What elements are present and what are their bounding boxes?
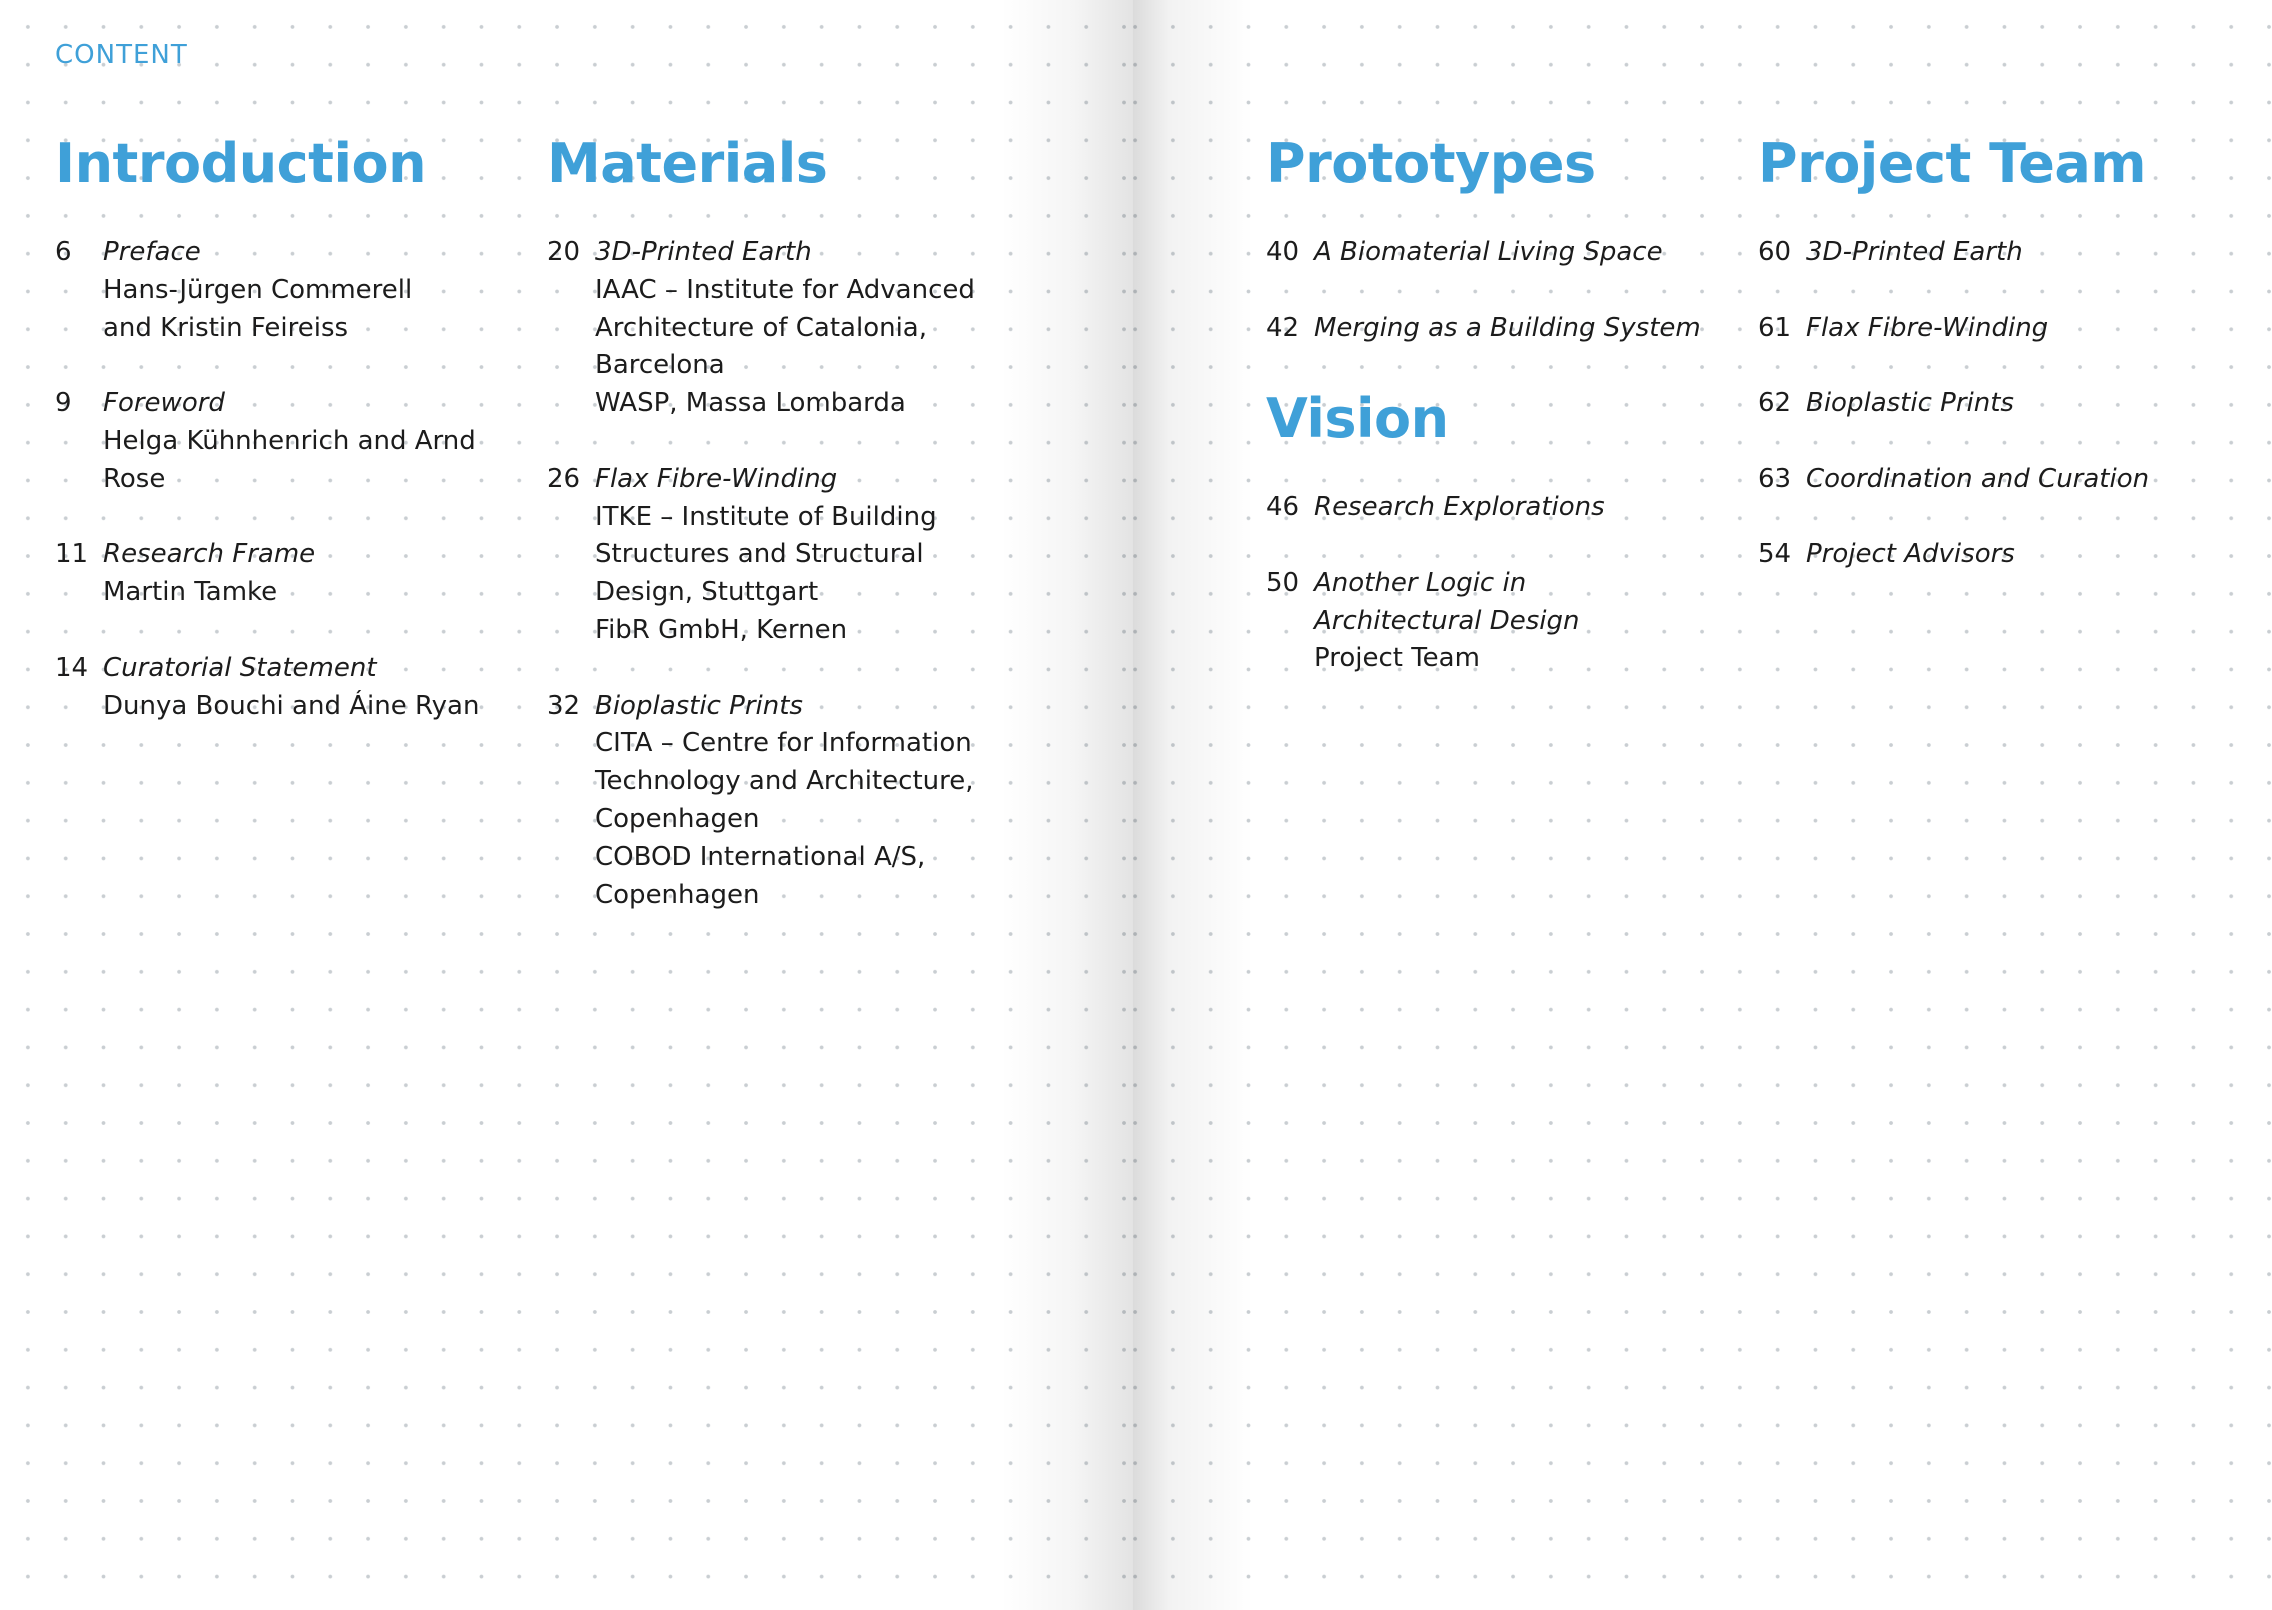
section-heading: Prototypes	[1266, 132, 1596, 195]
toc-entry	[547, 461, 1027, 650]
contents-label: CONTENT	[55, 40, 188, 70]
entry-authors: CITA – Centre for Information Technology and Architecture, Copenhagen COBOD International A/S, Copenhagen	[595, 728, 974, 910]
toc-entry	[55, 650, 515, 726]
page-number: 62	[1758, 388, 1792, 419]
toc-entry	[55, 385, 515, 498]
section-heading: Project Team	[1758, 132, 2147, 195]
page-number: 54	[1758, 539, 1792, 570]
toc-entry	[1758, 310, 2218, 348]
section-heading: Introduction	[55, 132, 427, 195]
entry-title: Bioplastic Prints	[595, 690, 803, 721]
page-number: 9	[55, 388, 72, 419]
toc-entry	[1758, 234, 2218, 272]
entry-title: A Biomaterial Living Space	[1314, 237, 1663, 267]
entry-title: Flax Fibre-Winding	[595, 463, 838, 494]
toc-entry	[1758, 461, 2218, 499]
entry-authors: Martin Tamke	[103, 577, 278, 608]
entry-title: Another Logic in Architectural Design	[1314, 567, 1580, 636]
section-materials	[547, 130, 1027, 952]
entry-title: Foreword	[103, 388, 225, 419]
toc-entry	[1266, 489, 1726, 527]
page-number: 11	[55, 539, 89, 570]
page-number: 40	[1266, 237, 1300, 267]
page-number: 32	[547, 690, 581, 721]
entry-title: Merging as a Building System	[1314, 312, 1701, 343]
entry-authors: ITKE – Institute of Building Structures and Structural Design, Stuttgart FibR GmbH, Kernen	[595, 501, 937, 645]
entry-title: Research Explorations	[1314, 492, 1605, 523]
entry-authors: IAAC – Institute for Advanced Architecture of Catalonia, Barcelona WASP, Massa Lombarda	[595, 274, 975, 419]
page-number: 14	[55, 652, 89, 683]
page-number: 26	[547, 463, 581, 494]
page-number: 20	[547, 237, 581, 267]
toc-entry	[55, 536, 515, 612]
toc-entry	[1758, 385, 2218, 423]
entry-authors: Dunya Bouchi and Áine Ryan	[103, 690, 480, 721]
entry-title: 3D-Printed Earth	[595, 237, 812, 267]
toc-entry	[1266, 565, 1726, 678]
section-project-team	[1758, 130, 2218, 612]
toc-entry	[1266, 310, 1726, 348]
entry-title: Preface	[103, 237, 201, 267]
entry-title: Flax Fibre-Winding	[1806, 312, 2049, 343]
entry-list	[1758, 234, 2218, 574]
toc-entry	[55, 234, 515, 347]
toc-entry	[547, 688, 1027, 915]
entry-authors: Hans-Jürgen Commerell and Kristin Feireiss	[103, 274, 413, 343]
entry-title: Research Frame	[103, 539, 316, 570]
page-number: 60	[1758, 237, 1792, 267]
entry-list	[1266, 234, 1726, 347]
toc-entry	[1266, 234, 1726, 272]
page-number: 6	[55, 237, 72, 267]
section-heading: Materials	[547, 132, 828, 195]
entry-list	[55, 234, 515, 725]
entry-title: Coordination and Curation	[1806, 463, 2150, 494]
entry-authors: Helga Kühnhenrich and Arnd Rose	[103, 425, 476, 494]
section-vision	[1266, 385, 1726, 678]
entry-title: 3D-Printed Earth	[1806, 237, 2023, 267]
entry-authors: Project Team	[1314, 643, 1480, 674]
page-number: 46	[1266, 492, 1300, 523]
toc-entry	[1758, 536, 2218, 574]
entry-title: Bioplastic Prints	[1806, 388, 2014, 419]
section-prototypes	[1266, 130, 1726, 716]
page-number: 42	[1266, 312, 1300, 343]
entry-list	[547, 234, 1027, 914]
page-number: 61	[1758, 312, 1792, 343]
entry-list	[1266, 489, 1726, 678]
page-number: 63	[1758, 463, 1792, 494]
page-number: 50	[1266, 567, 1300, 598]
section-introduction	[55, 130, 515, 763]
section-heading: Vision	[1266, 387, 1449, 451]
entry-title: Curatorial Statement	[103, 652, 377, 683]
entry-title: Project Advisors	[1806, 539, 2015, 570]
toc-entry	[547, 234, 1027, 423]
